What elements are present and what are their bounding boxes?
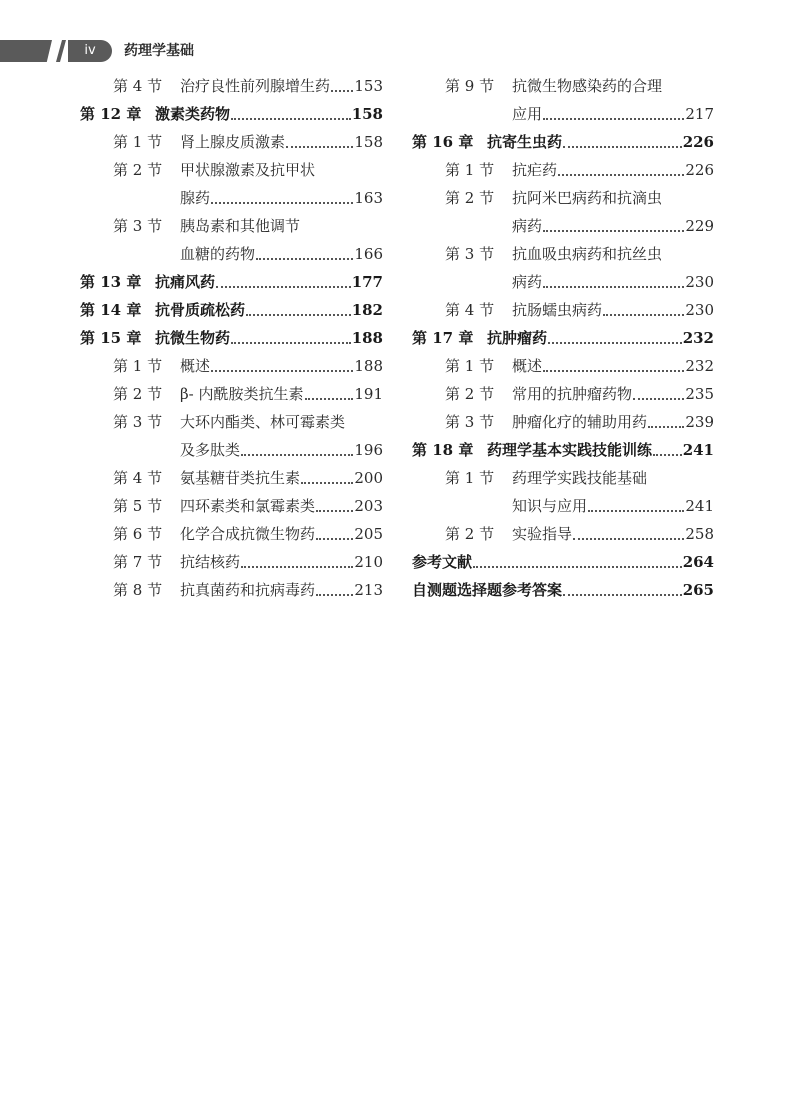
toc-entry-number: 第 1 节 (445, 469, 495, 487)
toc-chapter-entry[interactable] (80, 268, 383, 296)
toc-leader-dots (543, 370, 684, 372)
toc-page-number: 230 (685, 273, 714, 291)
toc-leader-dots (256, 258, 353, 260)
toc-page-number: 163 (354, 189, 383, 207)
toc-entry-title: 肿瘤化疗的辅助用药 (512, 413, 648, 431)
toc-section-entry[interactable] (80, 576, 383, 604)
toc-chapter-entry[interactable] (80, 324, 383, 352)
toc-entry-title: 抗寄生虫药 (487, 133, 563, 151)
toc-entry-title: 抗血吸虫病药和抗丝虫 (512, 245, 663, 263)
toc-leader-dots (316, 538, 353, 540)
toc-entry-number: 第 17 章 (412, 329, 474, 347)
toc-section-entry[interactable] (80, 464, 383, 492)
toc-entry-number: 第 4 节 (113, 469, 163, 487)
toc-entry-title: 知识与应用 (512, 497, 588, 515)
toc-entry-title: 应用 (512, 105, 543, 123)
toc-entry-title: 及多肽类 (180, 441, 241, 459)
toc-leader-dots (211, 202, 353, 204)
toc-entry-title: 概述 (512, 357, 543, 375)
toc-leader-dots (548, 342, 682, 344)
toc-entry-title: 大环内酯类、林可霉素类 (180, 413, 346, 431)
toc-section-entry[interactable] (80, 492, 383, 520)
toc-entry-title: 病药 (512, 217, 543, 235)
toc-entry-number: 第 2 节 (113, 161, 163, 179)
toc-section-entry[interactable] (412, 380, 714, 408)
toc-leader-dots (603, 314, 684, 316)
toc-leader-dots (231, 118, 351, 120)
toc-entry-number: 第 1 节 (445, 357, 495, 375)
toc-section-entry[interactable] (80, 72, 383, 100)
toc-section-entry[interactable] (412, 520, 714, 548)
toc-entry-number: 第 9 节 (445, 77, 495, 95)
toc-leader-dots (648, 426, 684, 428)
toc-page-number: 191 (354, 385, 383, 403)
toc-page-number: 213 (354, 581, 383, 599)
toc-leader-dots (473, 566, 682, 568)
toc-section-entry[interactable] (80, 212, 383, 240)
toc-entry-title: 常用的抗肿瘤药物 (512, 385, 633, 403)
toc-leader-dots (216, 286, 351, 288)
toc-section-entry[interactable] (80, 184, 383, 212)
toc-page-number: 177 (351, 273, 383, 291)
toc-section-entry[interactable] (80, 128, 383, 156)
toc-right-column (412, 72, 714, 604)
toc-entry-number: 第 7 节 (113, 553, 163, 571)
toc-leader-dots (331, 90, 353, 92)
toc-chapter-entry[interactable] (412, 324, 714, 352)
toc-page-number: 196 (354, 441, 383, 459)
toc-entry-number: 第 2 节 (445, 189, 495, 207)
toc-page-number: 200 (354, 469, 383, 487)
toc-left-column (80, 72, 383, 604)
toc-section-entry[interactable] (412, 408, 714, 436)
toc-entry-title: 概述 (180, 357, 211, 375)
toc-entry-title: 胰岛素和其他调节 (180, 217, 301, 235)
toc-entry-title: 抗痛风药 (155, 273, 216, 291)
toc-entry-number: 第 5 节 (113, 497, 163, 515)
toc-leader-dots (558, 174, 684, 176)
page-number-badge: iv (68, 40, 112, 62)
toc-leader-dots (543, 286, 684, 288)
toc-section-entry[interactable] (412, 352, 714, 380)
toc-entry-title: 抗微生物药 (155, 329, 231, 347)
toc-entry-number: 第 12 章 (80, 105, 142, 123)
toc-entry-number: 第 18 章 (412, 441, 474, 459)
toc-entry-number: 第 1 节 (113, 133, 163, 151)
toc-page-number: 166 (354, 245, 383, 263)
toc-entry-title: 抗肠蠕虫病药 (512, 301, 603, 319)
toc-leader-dots (316, 510, 353, 512)
toc-leader-dots (305, 398, 354, 400)
toc-section-entry[interactable] (412, 268, 714, 296)
toc-entry-title: 参考文献 (412, 553, 473, 571)
toc-appendix-entry[interactable] (412, 548, 714, 576)
toc-leader-dots (231, 342, 351, 344)
toc-entry-number: 第 13 章 (80, 273, 142, 291)
toc-page-number: 182 (351, 301, 383, 319)
toc-section-entry[interactable] (412, 100, 714, 128)
toc-page-number: 153 (354, 77, 383, 95)
toc-section-entry[interactable] (412, 296, 714, 324)
toc-entry-title: 自测题选择题参考答案 (412, 581, 563, 599)
toc-entry-title: 血糖的药物 (180, 245, 256, 263)
toc-section-entry[interactable] (80, 436, 383, 464)
toc-entry-number: 第 2 节 (445, 385, 495, 403)
toc-page-number: 241 (682, 441, 714, 459)
header-decor-stripe (56, 40, 66, 62)
book-title: 药理学基础 (124, 43, 194, 59)
toc-page-number: 158 (354, 133, 383, 151)
toc-page-number: 258 (685, 525, 714, 543)
toc-section-entry[interactable] (412, 212, 714, 240)
toc-entry-number: 第 2 节 (113, 385, 163, 403)
toc-entry-title: 甲状腺激素及抗甲状 (180, 161, 316, 179)
toc-page-number: 230 (685, 301, 714, 319)
toc-leader-dots (563, 146, 682, 148)
toc-page-number: 210 (354, 553, 383, 571)
toc-section-entry[interactable] (80, 548, 383, 576)
toc-entry-title: 腺药 (180, 189, 211, 207)
toc-section-entry[interactable] (80, 156, 383, 184)
toc-section-entry[interactable] (412, 156, 714, 184)
toc-leader-dots (543, 118, 684, 120)
toc-page-number: 232 (685, 357, 714, 375)
toc-section-entry[interactable] (412, 240, 714, 268)
toc-page-number: 235 (685, 385, 714, 403)
toc-chapter-entry[interactable] (80, 296, 383, 324)
toc-entry-number: 第 16 章 (412, 133, 474, 151)
toc-page-number: 226 (685, 161, 714, 179)
toc-entry-title: 激素类药物 (155, 105, 231, 123)
toc-entry-number: 第 4 节 (113, 77, 163, 95)
toc-entry-title: 抗结核药 (180, 553, 241, 571)
toc-entry-title: β- 内酰胺类抗生素 (180, 385, 304, 403)
toc-section-entry[interactable] (412, 184, 714, 212)
toc-leader-dots (316, 594, 353, 596)
toc-entry-number: 第 3 节 (445, 245, 495, 263)
toc-leader-dots (573, 538, 684, 540)
toc-section-entry[interactable] (80, 380, 383, 408)
toc-chapter-entry[interactable] (412, 128, 714, 156)
toc-entry-number: 第 14 章 (80, 301, 142, 319)
toc-leader-dots (301, 482, 353, 484)
toc-leader-dots (286, 146, 353, 148)
toc-entry-number: 第 4 节 (445, 301, 495, 319)
toc-entry-number: 第 3 节 (113, 413, 163, 431)
toc-section-entry[interactable] (80, 240, 383, 268)
toc-page-number: 217 (685, 105, 714, 123)
toc-entry-title: 抗真菌药和抗病毒药 (180, 581, 316, 599)
toc-leader-dots (543, 230, 684, 232)
toc-leader-dots (588, 510, 684, 512)
toc-chapter-entry[interactable] (80, 100, 383, 128)
toc-entry-number: 第 1 节 (113, 357, 163, 375)
toc-page-number: 264 (682, 553, 714, 571)
header-decor-band (0, 40, 52, 62)
toc-entry-title: 四环素类和氯霉素类 (180, 497, 316, 515)
toc-page-number: 203 (354, 497, 383, 515)
toc-appendix-entry[interactable] (412, 576, 714, 604)
toc-leader-dots (211, 370, 353, 372)
running-header (0, 40, 800, 62)
toc-page-number: 188 (354, 357, 383, 375)
toc-entry-title: 病药 (512, 273, 543, 291)
toc-entry-number: 第 6 节 (113, 525, 163, 543)
toc-entry-number: 第 3 节 (445, 413, 495, 431)
toc-entry-title: 抗阿米巴病药和抗滴虫 (512, 189, 663, 207)
toc-page-number: 229 (685, 217, 714, 235)
toc-page-number: 158 (351, 105, 383, 123)
toc-page-number: 226 (682, 133, 714, 151)
toc-entry-title: 实验指导 (512, 525, 573, 543)
toc-leader-dots (633, 398, 684, 400)
toc-section-entry[interactable] (80, 352, 383, 380)
toc-page-number: 205 (354, 525, 383, 543)
toc-section-entry[interactable] (80, 408, 383, 436)
toc-leader-dots (653, 454, 682, 456)
toc-entry-title: 抗肿瘤药 (487, 329, 548, 347)
toc-section-entry[interactable] (412, 492, 714, 520)
toc-entry-number: 第 2 节 (445, 525, 495, 543)
toc-section-entry[interactable] (412, 72, 714, 100)
toc-entry-title: 治疗良性前列腺增生药 (180, 77, 331, 95)
toc-entry-title: 氨基糖苷类抗生素 (180, 469, 301, 487)
toc-entry-title: 药理学基本实践技能训练 (487, 441, 653, 459)
toc-leader-dots (246, 314, 351, 316)
toc-page-number: 239 (685, 413, 714, 431)
toc-entry-title: 化学合成抗微生物药 (180, 525, 316, 543)
toc-entry-title: 肾上腺皮质激素 (180, 133, 286, 151)
toc-entry-title: 抗疟药 (512, 161, 558, 179)
toc-leader-dots (241, 454, 353, 456)
toc-page-number: 265 (682, 581, 714, 599)
toc-leader-dots (563, 594, 682, 596)
toc-page-number: 232 (682, 329, 714, 347)
toc-chapter-entry[interactable] (412, 436, 714, 464)
toc-entry-number: 第 1 节 (445, 161, 495, 179)
toc-section-entry[interactable] (80, 520, 383, 548)
toc-leader-dots (241, 566, 353, 568)
toc-entry-number: 第 8 节 (113, 581, 163, 599)
toc-entry-title: 抗微生物感染药的合理 (512, 77, 663, 95)
toc-page-number: 241 (685, 497, 714, 515)
toc-section-entry[interactable] (412, 464, 714, 492)
toc-page-number: 188 (351, 329, 383, 347)
toc-entry-title: 抗骨质疏松药 (155, 301, 246, 319)
toc-entry-title: 药理学实践技能基础 (512, 469, 648, 487)
toc-entry-number: 第 15 章 (80, 329, 142, 347)
toc-entry-number: 第 3 节 (113, 217, 163, 235)
